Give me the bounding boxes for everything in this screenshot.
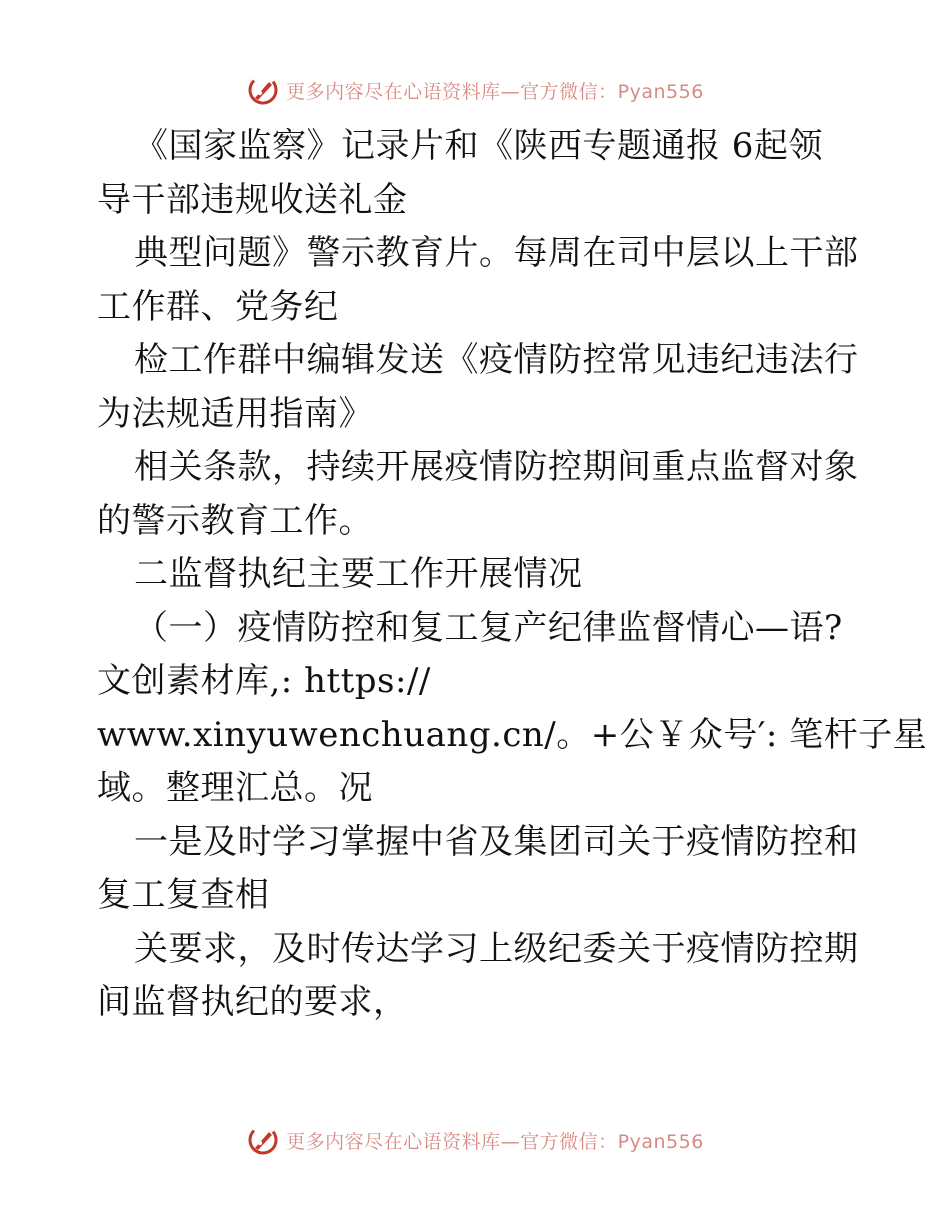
section-heading: 二监督执纪主要工作开展情况: [134, 554, 583, 594]
body-line: 《国家监察》记录片和《陕西专题通报 6起领: [134, 126, 823, 166]
body-line: 典型问题》警示教育片。每周在司中层以上干部: [134, 233, 859, 273]
body-line: 文创素材库,: https://: [97, 661, 431, 701]
body-line: 工作群、党务纪: [97, 286, 339, 327]
body-line: 关要求，及时传达学习上级纪委关于疫情防控期: [134, 928, 859, 969]
header-watermark: [0, 70, 950, 110]
body-line: 域。整理汇总。况: [97, 768, 373, 808]
document-body: [97, 120, 928, 1030]
body-line: 间监督执纪的要求，: [97, 982, 408, 1022]
body-line: 相关条款，持续开展疫情防控期间重点监督对象: [134, 447, 859, 487]
quill-swirl-logo-icon: [246, 73, 280, 107]
body-line: www.xinyuwenchuang.cn/。+公￥众号′: 笔杆子星: [97, 714, 928, 755]
body-line: 检工作群中编辑发送《疫情防控常见违纪违法行: [134, 340, 859, 380]
footer-watermark-text: 更多内容尽在心语资料库—官方微信：Pyan556: [286, 1130, 704, 1153]
quill-swirl-logo-icon: [246, 1123, 280, 1157]
body-line: 一是及时学习掌握中省及集团司关于疫情防控和: [134, 821, 859, 862]
body-line: 导干部违规收送礼金: [97, 179, 408, 220]
body-line: 为法规适用指南》: [97, 393, 373, 434]
body-line: 的警示教育工作。: [97, 500, 373, 541]
footer-watermark: [0, 1120, 950, 1160]
header-watermark-text: 更多内容尽在心语资料库—官方微信：Pyan556: [286, 80, 704, 103]
body-line: 复工复查相: [97, 875, 270, 915]
subsection-heading: （一）疫情防控和复工复产纪律监督情心—语?: [134, 607, 843, 648]
